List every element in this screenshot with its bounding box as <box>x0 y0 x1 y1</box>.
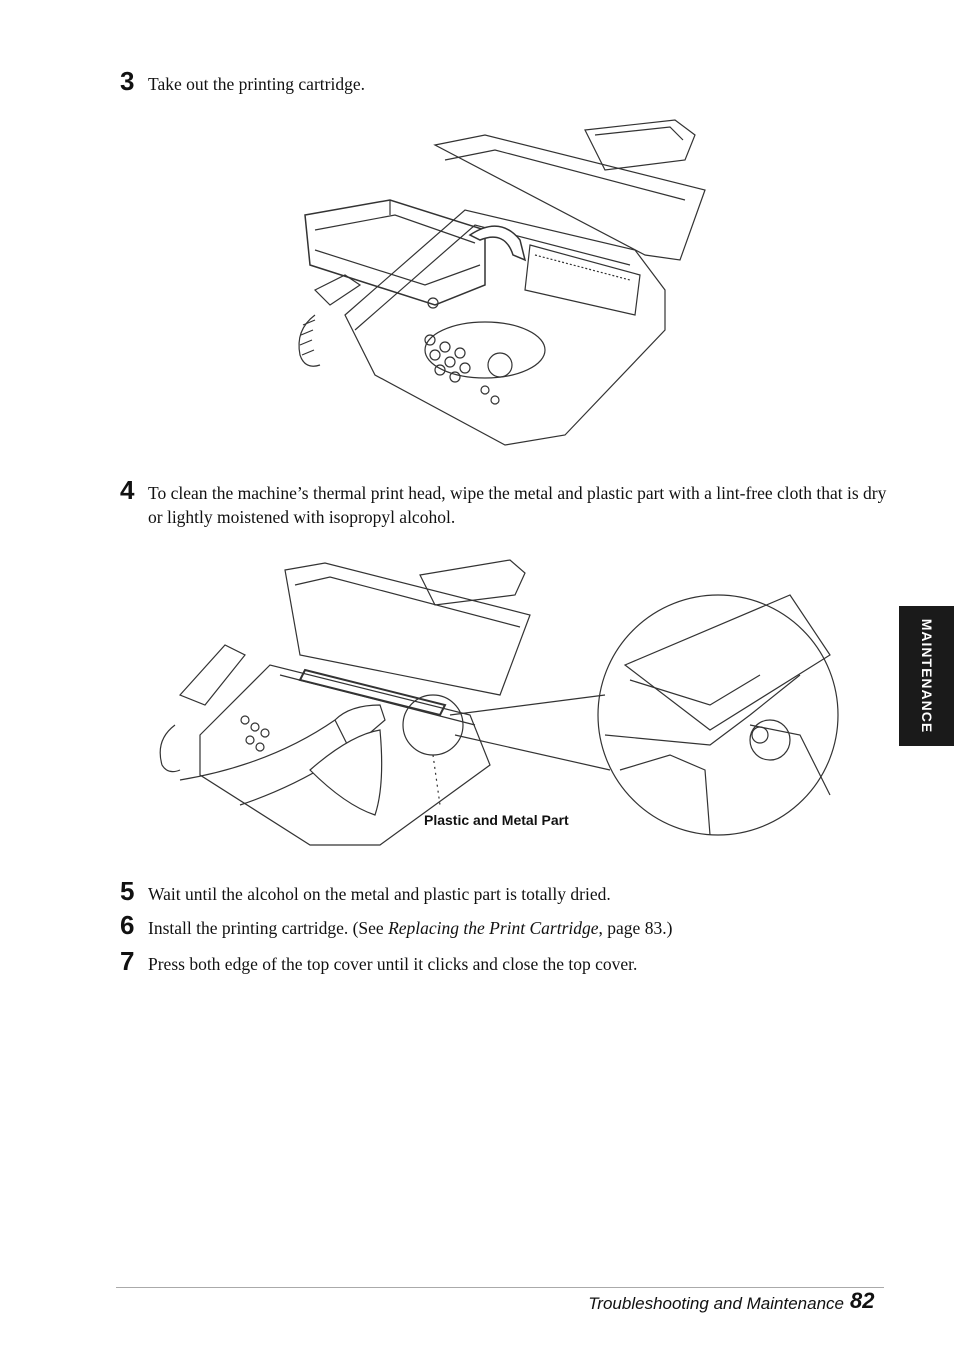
page-number: 82 <box>850 1288 875 1313</box>
footer-title: Troubleshooting and Maintenance <box>588 1294 844 1313</box>
section-side-tab <box>899 606 954 746</box>
step-text <box>148 916 890 940</box>
step-number: 7 <box>120 946 135 976</box>
step-number: 6 <box>120 910 135 940</box>
step-text: Press both edge of the top cover until it clicks and close the top cover. <box>148 954 638 974</box>
step-text: To clean the machine’s thermal print head, wipe the metal and plastic part with a lint-free cloth that is dry or lightly moistened with isopropyl alcohol. <box>148 483 887 527</box>
callout-label: Plastic and Metal Part <box>424 812 569 828</box>
step-text-plain: Install the printing cartridge. (See <box>148 918 389 938</box>
step-text: Take out the printing cartridge. <box>148 74 365 94</box>
footer-divider <box>116 1287 884 1288</box>
step-number: 5 <box>120 876 135 906</box>
step-text-plain: , page 83.) <box>598 918 673 938</box>
step-text: Wait until the alcohol on the metal and plastic part is totally dried. <box>148 884 611 904</box>
cross-reference-link: Replacing the Print Cartridge <box>388 918 599 938</box>
side-tab-label: MAINTENANCE <box>918 618 935 734</box>
cartridge-removal-illustration <box>285 115 725 455</box>
cleaning-illustration <box>150 555 850 855</box>
step-number: 4 <box>120 475 135 505</box>
step-number: 3 <box>120 66 135 96</box>
